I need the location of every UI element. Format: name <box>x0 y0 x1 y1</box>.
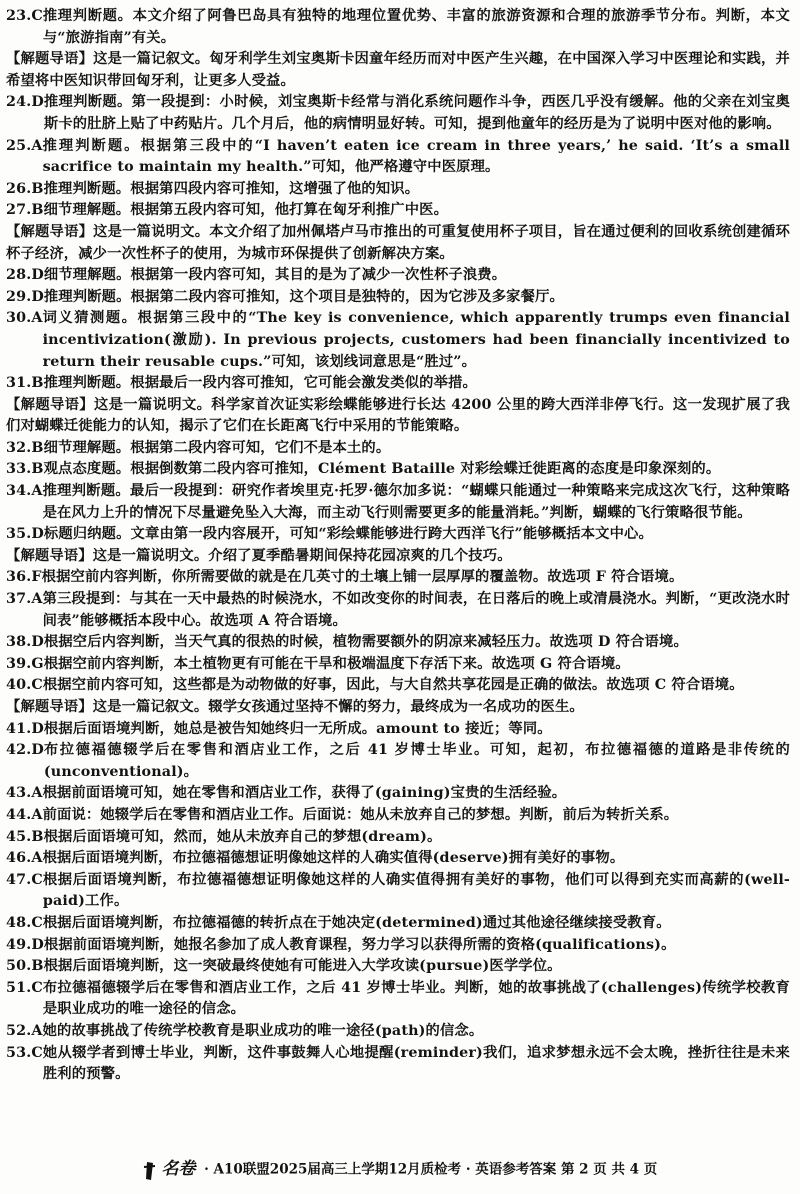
answer-item <box>6 459 790 481</box>
passage-intro <box>6 395 790 438</box>
answer-explanation: 根据空前内容可知，这些都是为动物做的好事，因此，与大自然共享花园是正确的做法。故选项 C 符合语境。 <box>42 677 744 694</box>
logo-text: 名卷 <box>161 1159 196 1179</box>
answer-explanation: 根据空后内容判断，当天气真的很热的时候，植物需要额外的阴凉来减轻压力。故选项 D 符合语境。 <box>43 634 688 651</box>
publisher-logo <box>143 1154 196 1181</box>
answer-item <box>6 481 790 524</box>
answer-item <box>6 978 790 1021</box>
answer-number: 41.D <box>6 720 44 737</box>
answer-item <box>6 913 790 935</box>
answer-explanation: 推理判断题。根据第四段内容可推知，这增强了他的知识。 <box>43 180 420 197</box>
answer-explanation: 根据后面语境可知，然而，她从未放弃自己的梦想(dream)。 <box>43 828 442 845</box>
answer-explanation: 根据后面语境判断，布拉德福德的转折点在于她决定(determined)通过其他途径继续接受教育。 <box>42 914 671 931</box>
answer-explanation: 她的故事挑战了传统学校教育是职业成功的唯一途径(path)的信念。 <box>42 1022 484 1039</box>
answer-item <box>6 1021 790 1043</box>
answer-item <box>6 783 790 805</box>
answer-number: 30.A <box>6 310 43 327</box>
answer-number: 45.B <box>6 828 44 845</box>
answer-number: 42.D <box>6 742 44 759</box>
answer-number: 40.C <box>6 677 43 694</box>
answer-explanation: 细节理解题。根据第一段内容可知，其目的是为了减少一次性杯子浪费。 <box>43 267 507 284</box>
answer-item <box>6 92 790 135</box>
passage-intro-text: 这是一篇记叙文。匈牙利学生刘宝奥斯卡因童年经历而对中医产生兴趣，在中国深入学习中医理论和实践，并希望将中医知识带回匈牙利，让更多人受益。 <box>6 51 790 89</box>
answer-item <box>6 136 790 179</box>
answer-explanation: 细节理解题。根据第二段内容可知，它们不是本土的。 <box>43 439 391 456</box>
answer-item <box>6 805 790 827</box>
answer-number: 24.D <box>6 94 44 111</box>
answer-explanation: 推理判断题。第一段提到：小时候，刘宝奥斯卡经常与消化系统问题作斗争，西医几乎没有缓解。他的父亲在刘宝奥斯卡的肚脐上贴了中药贴片。几个月后，他的病情明显好转。可知，提到他童年的经历是为了说明中医对他的影响。 <box>43 94 790 132</box>
answer-number: 37.A <box>6 591 43 608</box>
answer-number: 36.F <box>6 569 42 586</box>
answer-explanation: 根据前面语境可知，她在零售和酒店业工作，获得了(gaining)宝贵的生活经验。 <box>42 785 567 802</box>
passage-intro-tag: 【解题导语】 <box>6 396 94 413</box>
answer-explanation: 她从辍学者到博士毕业，判断，这件事鼓舞人心地提醒(reminder)我们，追求梦想永远不会太晚，挫折往往是未来胜利的预警。 <box>42 1044 790 1083</box>
footer-text: · A10联盟2025届高三上学期12月质检考 · 英语参考答案 第 2 页 共 4 页 <box>204 1161 658 1178</box>
answer-number: 48.C <box>6 914 43 931</box>
answer-item <box>6 956 790 978</box>
answer-number: 44.A <box>6 806 43 823</box>
answer-item <box>6 200 790 222</box>
answer-key-content <box>6 6 790 1086</box>
passage-intro-text: 这是一篇记叙文。辍学女孩通过坚持不懈的努力，最终成为一名成功的医生。 <box>92 699 584 715</box>
answer-number: 51.C <box>6 979 43 996</box>
answer-explanation: 推理判断题。根据第二段内容可推知，这个项目是独特的，因为它涉及多家餐厅。 <box>43 288 564 305</box>
brush-stroke-icon <box>143 1161 157 1181</box>
answer-explanation: 根据前面语境判断，她报名参加了成人教育课程，努力学习以获得所需的资格(qualifications)。 <box>43 936 676 953</box>
passage-intro-tag: 【解题导语】 <box>6 699 93 715</box>
answer-number: 39.G <box>6 655 44 672</box>
passage-intro-text: 这是一篇说明文。介绍了夏季酷暑期间保持花园凉爽的几个技巧。 <box>92 547 512 564</box>
answer-explanation: 根据后面语境判断，她总是被告知她终归一无所成。amount to 接近；等同。 <box>43 720 552 737</box>
answer-item <box>6 287 790 309</box>
answer-number: 46.A <box>6 850 43 867</box>
answer-number: 35.D <box>6 526 44 543</box>
page-footer <box>0 1154 800 1181</box>
answer-explanation: 根据后面语境判断，这一突破最终使她有可能进入大学攻读(pursue)医学学位。 <box>43 958 562 975</box>
answer-item <box>6 524 790 546</box>
answer-explanation: 词义猜测题。根据第三段中的“The key is convenience, which apparently trumps even financial incentivization(激励). In previous projects, customers had been financially incentivized to return their reusable cups.”可知，该划线词意思是“胜过”。 <box>42 310 790 370</box>
answer-item <box>6 740 790 783</box>
answer-item <box>6 827 790 849</box>
answer-item <box>6 6 790 49</box>
answer-item <box>6 632 790 654</box>
answer-item <box>6 848 790 870</box>
answer-explanation: 推理判断题。最后一段提到：研究作者埃里克·托罗·德尔加多说：“蝴蝶只能通过一种策略来完成这次飞行，这种策略是在风力上升的情况下尽量避免坠入大海，而主动飞行则需要更多的能量消耗。”判断，蝴蝶的飞行策略很节能。 <box>42 483 790 521</box>
answer-item <box>6 308 790 373</box>
answer-number: 47.C <box>6 871 43 888</box>
answer-item <box>6 179 790 201</box>
passage-intro <box>6 49 790 92</box>
answer-number: 26.B <box>6 180 44 197</box>
answer-number: 27.B <box>6 202 44 219</box>
answer-explanation: 布拉德福德辍学后在零售和酒店业工作，之后 41 岁博士毕业。可知，起初，布拉德福德的道路是非传统的(unconventional)。 <box>43 742 790 780</box>
answer-number: 38.D <box>6 634 44 651</box>
answer-item <box>6 1043 790 1086</box>
answer-number: 53.C <box>6 1044 43 1061</box>
answer-explanation: 观点态度题。根据倒数第二段内容可推知，Clément Bataille 对彩绘蝶迁徙距离的态度是印象深刻的。 <box>43 461 721 478</box>
passage-intro <box>6 546 790 568</box>
answer-item <box>6 719 790 741</box>
answer-item <box>6 567 790 589</box>
answer-number: 49.D <box>6 936 44 953</box>
answer-explanation: 根据空前内容判断，你所需要做的就是在几英寸的土壤上铺一层厚厚的覆盖物。故选项 F 符合语境。 <box>41 569 684 586</box>
passage-intro <box>6 222 790 265</box>
passage-intro <box>6 697 790 719</box>
passage-intro-text: 这是一篇说明文。科学家首次证实彩绘蝶能够进行长达 4200 公里的跨大西洋非停飞行。这一发现扩展了我们对蝴蝶迁徙能力的认知，揭示了它们在长距离飞行中采用的节能策略。 <box>6 396 790 435</box>
answer-explanation: 布拉德福德辍学后在零售和酒店业工作，之后 41 岁博士毕业。判断，她的故事挑战了(challenges)传统学校教育是职业成功的唯一途径的信念。 <box>42 979 790 1018</box>
answer-number: 43.A <box>6 785 43 802</box>
answer-number: 31.B <box>6 375 44 392</box>
answer-explanation: 推理判断题。本文介绍了阿鲁巴岛具有独特的地理位置优势、丰富的旅游资源和合理的旅游季节分布。判断，本文与“旅游指南”有关。 <box>42 8 790 46</box>
answer-item <box>6 265 790 287</box>
answer-number: 50.B <box>6 958 44 975</box>
answer-item <box>6 675 790 697</box>
answer-item <box>6 935 790 957</box>
answer-explanation: 推理判断题。根据第三段中的“I haven’t eaten ice cream in three years,’ he said. ‘It’s a small sacrifice to maintain my health.”可知，他严格遵守中医原理。 <box>42 137 790 176</box>
passage-intro-text: 这是一篇说明文。本文介绍了加州佩塔卢马市推出的可重复使用杯子项目，旨在通过便利的回收系统创建循环杯子经济，减少一次性杯子的使用，为城市环保提供了创新解决方案。 <box>6 223 790 262</box>
answer-number: 52.A <box>6 1022 43 1039</box>
answer-explanation: 第三段提到：与其在一天中最热的时候浇水，不如改变你的时间表，在日落后的晚上或清晨浇水。判断，“更改浇水时间表”能够概括本段中心。故选项 A 符合语境。 <box>42 591 790 629</box>
answer-item <box>6 373 790 395</box>
answer-item <box>6 589 790 632</box>
answer-explanation: 前面说：她辍学后在零售和酒店业工作。后面说：她从未放弃自己的梦想。判断，前后为转折关系。 <box>42 806 679 823</box>
answer-number: 33.B <box>6 461 44 478</box>
passage-intro-tag: 【解题导语】 <box>6 547 93 564</box>
answer-number: 25.A <box>6 137 43 154</box>
answer-explanation: 根据后面语境判断，布拉德福德想证明像她这样的人确实值得(deserve)拥有美好的事物。 <box>42 850 625 867</box>
answer-explanation: 推理判断题。根据最后一段内容可推知，它可能会激发类似的举措。 <box>43 375 477 392</box>
answer-explanation: 细节理解题。根据第五段内容可知，他打算在匈牙利推广中医。 <box>43 202 449 219</box>
answer-explanation: 根据后面语境判断，布拉德福德想证明像她这样的人确实值得拥有美好的事物，他们可以得到充实而高薪的(well-paid)工作。 <box>42 871 790 910</box>
answer-number: 32.B <box>6 439 44 456</box>
passage-intro-tag: 【解题导语】 <box>6 51 94 68</box>
answer-explanation: 标题归纳题。文章由第一段内容展开，可知“彩绘蝶能够进行跨大西洋飞行”能够概括本文中心。 <box>43 526 653 543</box>
answer-number: 23.C <box>6 8 43 24</box>
answer-item <box>6 438 790 460</box>
answer-item <box>6 870 790 913</box>
answer-number: 28.D <box>6 267 44 284</box>
answer-number: 34.A <box>6 483 43 500</box>
answer-number: 29.D <box>6 288 44 305</box>
answer-item <box>6 654 790 676</box>
passage-intro-tag: 【解题导语】 <box>6 223 94 240</box>
answer-explanation: 根据空前内容判断，本土植物更有可能在干旱和极端温度下存活下来。故选项 G 符合语境。 <box>43 655 630 672</box>
